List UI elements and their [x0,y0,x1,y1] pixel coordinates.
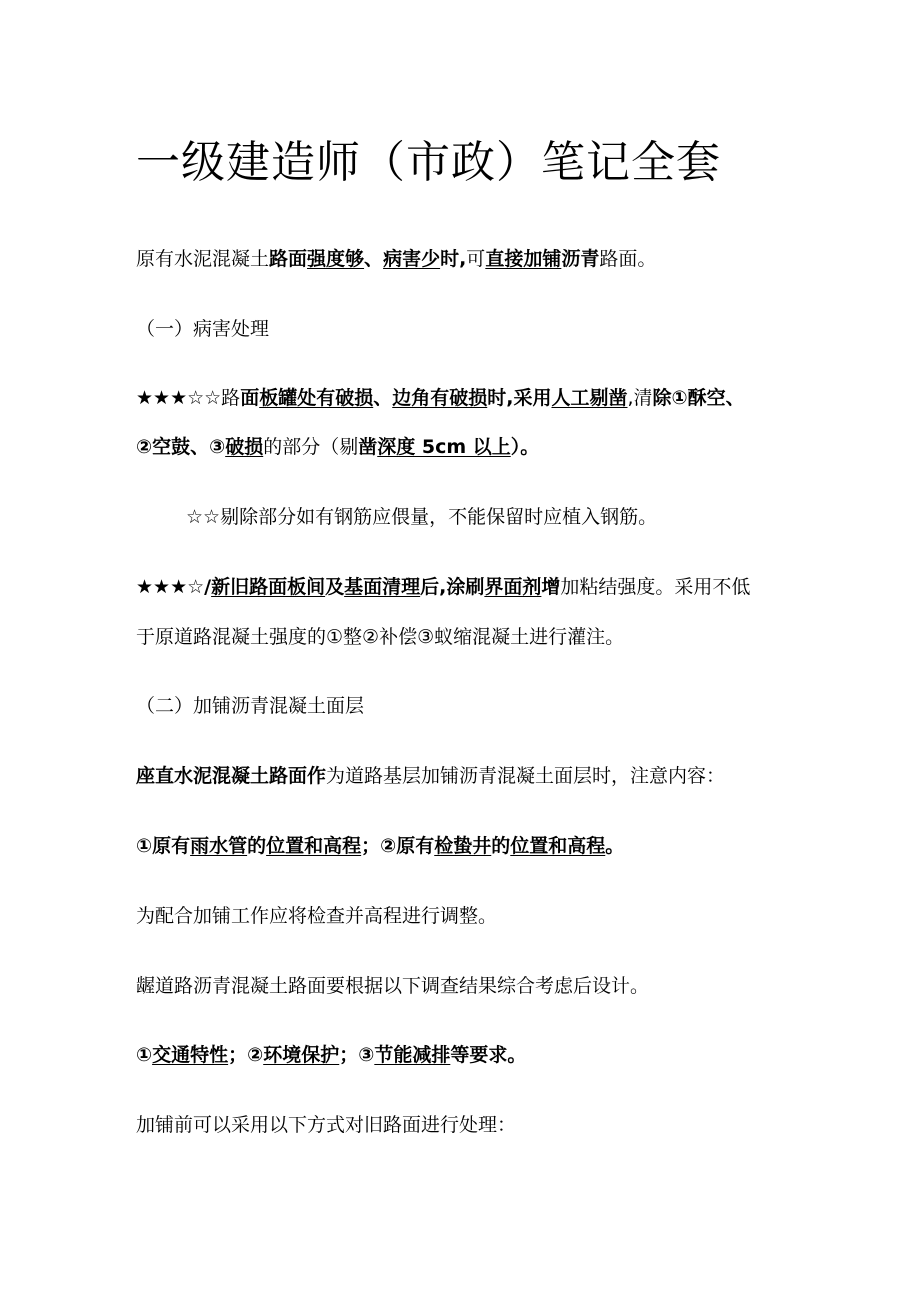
importance-stars: ☆☆ [186,506,221,528]
text-segment: ；②原有 [361,835,435,857]
paragraph-slab-damage [136,386,745,410]
text-segment: 路 [221,387,241,409]
text-segment: 检蛰井 [434,835,492,857]
text-segment: 的部分（剔 [263,436,359,458]
text-segment: 座直水泥混凝土路面作 [136,765,327,787]
importance-stars: ★★★☆☆ [136,387,222,409]
text-segment: 强度够 [307,248,365,270]
text-segment: ；② [228,1044,264,1066]
text-segment: 增 [541,576,561,598]
text-segment: 破损 [225,436,264,458]
document-title: 一级建造师（市政）笔记全套 [136,137,721,188]
text-segment: 位置和高程 [510,835,606,857]
text-segment: 环境保护 [263,1044,340,1066]
text-segment: 剔除部分如有钢筋应偎量，不能保留时应植入钢筋。 [220,506,658,528]
paragraph-pipe-and-well-elevation [136,834,624,858]
text-segment: 病害少 [383,248,441,270]
text-segment: 节能减排 [374,1044,451,1066]
text-segment: ）。 [510,436,540,458]
text-segment: 及 [325,576,345,598]
text-segment: 等要求。 [450,1044,527,1066]
text-segment: 可 [466,248,486,270]
paragraph-asphalt-overlay-condition [136,247,656,271]
text-segment: ②空鼓、③ [136,436,226,458]
paragraph-base-layer-notes [136,764,725,788]
text-segment: ,清 [627,387,653,409]
text-segment: 除①酥空、 [652,387,745,409]
text-segment: 新旧路面板间 [211,576,326,598]
text-segment: 路面。 [599,248,657,270]
paragraph-elevation-adjustment: 为配合加铺工作应将检查并高程进行调整。 [136,905,498,927]
text-segment: 直接加铺 [485,248,562,270]
text-segment: / [204,576,212,598]
text-segment: 边角有破损 [392,387,488,409]
text-segment: 为道路基层加铺沥青混凝土面层时，注意内容： [326,765,726,787]
paragraph-design-requirements [136,1043,526,1067]
text-segment: 、 [373,387,393,409]
text-segment: 面 [240,387,260,409]
text-segment: 后,涂刷 [420,576,485,598]
text-segment: 界面剂 [484,576,542,598]
text-segment: 。 [605,835,625,857]
text-segment: 原有水泥混凝土 [136,248,270,270]
text-segment: 的 [247,835,267,857]
text-segment: 深度 5cm 以上 [377,436,511,458]
section-heading-asphalt-overlay: （二）加铺沥青混凝土面层 [136,695,365,717]
text-segment: 加粘结强度。采用不低 [560,576,751,598]
section-heading-defect-treatment: （一）病害处理 [136,318,270,340]
text-segment: ① [136,1044,153,1066]
paragraph-interface-agent [136,575,750,599]
text-segment: 时,采用 [487,387,552,409]
text-segment: 交通特性 [152,1044,229,1066]
text-segment: 基面清理 [344,576,421,598]
text-segment: 凿 [358,436,378,458]
text-segment: ①原有 [136,835,191,857]
text-segment: 、 [364,248,384,270]
text-segment: 时, [440,248,467,270]
text-segment: 的 [491,835,511,857]
text-segment: 雨水管 [190,835,248,857]
paragraph-design-basis: 龌道路沥青混凝土路面要根据以下调查结果综合考虑后设计。 [136,975,650,997]
paragraph-rebar-note [186,505,657,529]
text-segment: ；③ [339,1044,375,1066]
importance-stars: ★★★☆ [136,576,205,598]
text-segment: 沥青 [561,248,600,270]
paragraph-slab-damage-cont [136,435,539,459]
text-segment: 人工剔凿 [551,387,628,409]
text-segment: 板罐处有破损 [259,387,374,409]
paragraph-pretreatment-methods: 加铺前可以采用以下方式对旧路面进行处理： [136,1114,517,1136]
paragraph-interface-agent-cont: 于原道路混凝土强度的①整②补偿③蚁缩混凝土进行灌注。 [136,626,625,648]
text-segment: 路面 [269,248,308,270]
text-segment: 位置和高程 [266,835,362,857]
